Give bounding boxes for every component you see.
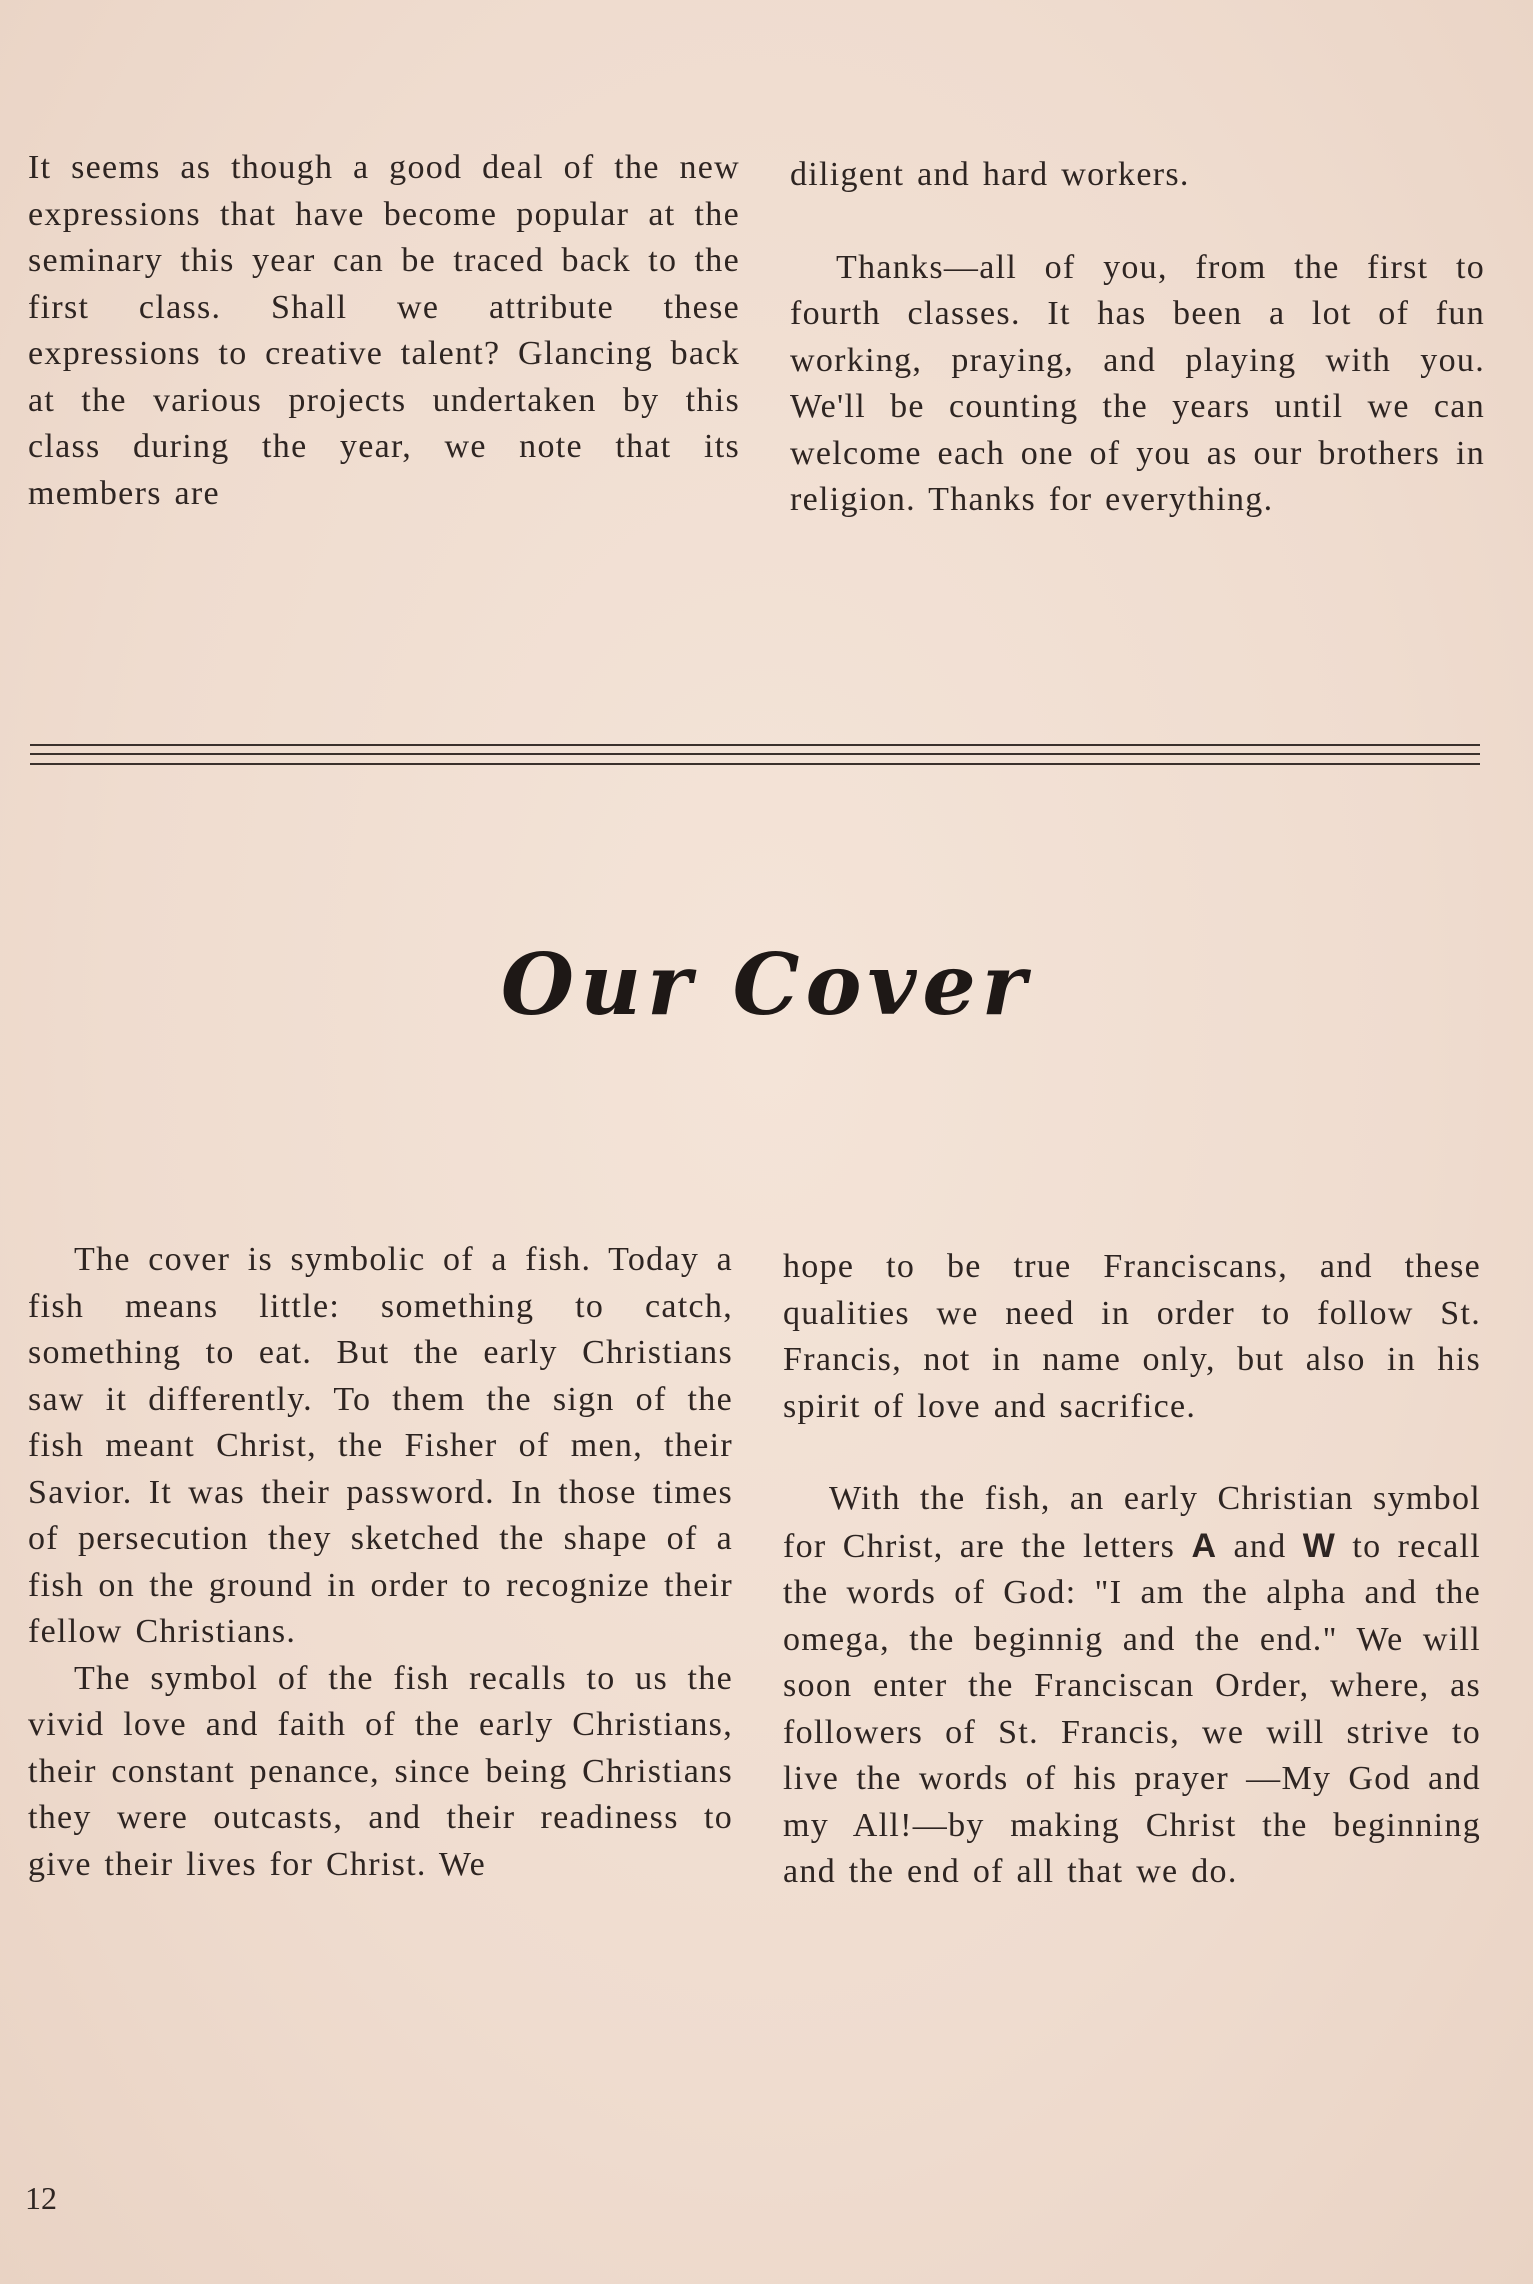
page-number: 12	[25, 2180, 57, 2216]
top-left-column	[28, 145, 740, 517]
article-right-paragraph-1: hope to be true Franciscans, and these qualities we need in order to follow St. Francis, not in name only, but also in his spirit of love and sacrifice.	[783, 1248, 1481, 1425]
divider-line-3	[30, 763, 1480, 765]
letter-omega: W	[1302, 1526, 1337, 1565]
top-left-paragraph: It seems as though a good deal of the new expressions that have become popular at the seminary this year can be traced back to the first class. Shall we attribute these expressions to creative talent? Glancing back at the various projects undertaken by this class during the year, we note that its members are	[28, 149, 740, 512]
divider-line-2	[30, 753, 1480, 755]
article-left-column	[28, 1237, 733, 1888]
article-left-paragraph-2: The symbol of the fish recalls to us the vivid love and faith of the early Christians, their constant penance, since being Christians they were outcasts, and their readiness to give their lives for Christ. We	[28, 1659, 733, 1883]
article-right-column	[783, 1244, 1481, 1896]
top-right-paragraph-1: diligent and hard workers.	[790, 156, 1190, 193]
paragraph-text-after-w: to recall the words of God: "I am the alpha and the omega, the beginnig and the end." We will soon enter the Franciscan Order, where, as followers of St. Francis, we will strive to live the words of his prayer —My God and my All!—by making Christ the beginning and the end of all that we do.	[783, 1527, 1481, 1890]
top-right-column	[790, 152, 1485, 524]
paragraph-text-before-a: With the fish, an early Christian symbol for Christ, are the letters	[783, 1480, 1481, 1565]
paragraph-text-and: and	[1233, 1527, 1287, 1565]
divider-line-1	[30, 744, 1480, 746]
section-title: Our Cover	[500, 935, 1033, 1034]
article-left-paragraph-1: The cover is symbolic of a fish. Today a fish means little: something to catch, something to eat. But the early Christians saw it differently. To them the sign of the fish meant Christ, the Fisher of men, their Savior. It was their password. In those times of persecution they sketched the shape of a fish on the ground in order to recognize their fellow Christians.	[28, 1241, 733, 1650]
top-right-paragraph-2: Thanks—all of you, from the first to fourth classes. It has been a lot of fun working, praying, and playing with you. We'll be counting the years until we can welcome each one of you as our brothers in religion. Thanks for everything.	[790, 248, 1485, 518]
article-right-paragraph-2	[783, 1476, 1481, 1896]
letter-alpha: A	[1191, 1526, 1218, 1565]
